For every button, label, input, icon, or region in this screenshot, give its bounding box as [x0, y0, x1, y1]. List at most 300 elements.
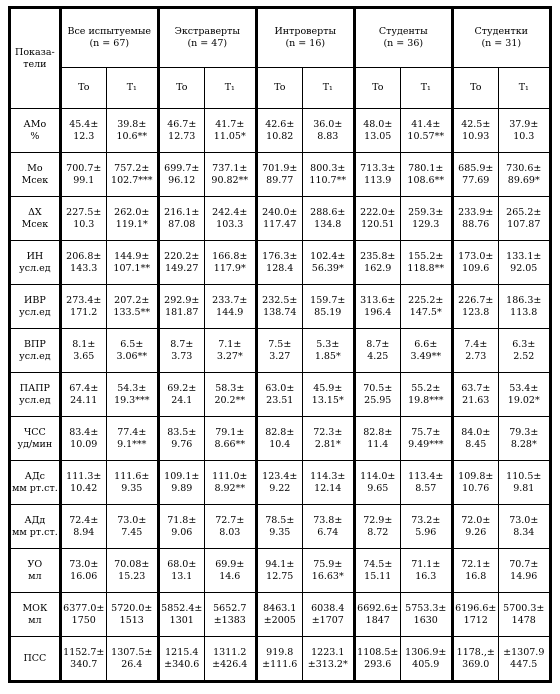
mean-value: 233.7±: [212, 294, 248, 306]
group-name: Студентки: [474, 26, 528, 37]
mean-value: 41.7±: [215, 118, 245, 130]
deviation-value: 8.94: [73, 526, 95, 538]
table-row: [10, 593, 551, 637]
deviation-value: 12.73: [168, 130, 196, 142]
mean-value: 8.7±: [366, 338, 390, 350]
row-parameter: [10, 637, 61, 682]
mean-value: 69.9±: [215, 558, 245, 570]
mean-value: 240.0±: [262, 206, 298, 218]
mean-value: 1307.5±: [111, 646, 153, 658]
row-parameter: [10, 329, 61, 373]
mean-value: 144.9±: [114, 250, 150, 262]
value-cell: [60, 637, 106, 682]
value-cell: [302, 329, 354, 373]
mean-value: 63.0±: [265, 382, 295, 394]
mean-value: 133.1±: [506, 250, 542, 262]
mean-value: 780.1±: [408, 162, 444, 174]
mean-value: 109.8±: [458, 470, 494, 482]
mean-value: 70.7±: [509, 558, 539, 570]
mean-value: 685.9±: [458, 162, 494, 174]
deviation-value: 9.26: [465, 526, 487, 538]
value-cell: [204, 285, 256, 329]
mean-value: 109.1±: [164, 470, 200, 482]
parameter-label-line: усл.ед: [19, 262, 51, 274]
mean-value: 39.8±: [117, 118, 147, 130]
parameter-label-line: усл.ед: [19, 394, 51, 406]
value-cell: [498, 637, 550, 682]
value-cell: [498, 373, 550, 417]
table-row: [10, 241, 551, 285]
value-cell: [256, 461, 302, 505]
group-n: (n = 36): [383, 38, 424, 49]
value-cell: [204, 329, 256, 373]
mean-value: 1306.9±: [405, 646, 447, 658]
deviation-value: 1630: [413, 614, 438, 626]
deviation-value: 149.27: [165, 262, 199, 274]
value-cell: [106, 241, 158, 285]
value-cell: [106, 417, 158, 461]
value-cell: [302, 197, 354, 241]
value-cell: [354, 373, 400, 417]
parameter-label-line: АДс: [24, 470, 45, 482]
value-cell: [60, 373, 106, 417]
parameter-label-line: ПСС: [23, 652, 47, 664]
value-cell: [400, 549, 452, 593]
deviation-value: 7.45: [121, 526, 143, 538]
row-parameter: [10, 241, 61, 285]
value-cell: [498, 241, 550, 285]
mean-value: 292.9±: [164, 294, 200, 306]
deviation-value: 117.47: [263, 218, 297, 230]
mean-value: 8.7±: [170, 338, 194, 350]
value-cell: [354, 285, 400, 329]
deviation-value: 77.69: [462, 174, 490, 186]
deviation-value: 9.06: [171, 526, 193, 538]
deviation-value: 14.96: [510, 570, 538, 582]
value-cell: [204, 373, 256, 417]
parameter-label-line: Мсек: [21, 174, 49, 186]
value-cell: [106, 505, 158, 549]
value-cell: [452, 461, 498, 505]
mean-value: 110.5±: [506, 470, 542, 482]
deviation-value: 103.3: [216, 218, 244, 230]
value-cell: [354, 549, 400, 593]
deviation-value: ±2005: [263, 614, 296, 626]
value-cell: [498, 593, 550, 637]
value-cell: [256, 109, 302, 153]
value-cell: [158, 549, 204, 593]
mean-value: 82.8±: [265, 426, 295, 438]
deviation-value: 92.05: [510, 262, 538, 274]
group-n: (n = 31): [481, 38, 522, 49]
value-cell: [354, 109, 400, 153]
mean-value: 111.0±: [212, 470, 248, 482]
value-cell: [400, 417, 452, 461]
mean-value: 6692.6±: [357, 602, 399, 614]
value-cell: [452, 285, 498, 329]
mean-value: 5652.7: [213, 602, 247, 614]
deviation-value: 8.83: [317, 130, 339, 142]
deviation-value: 8.92**: [214, 482, 246, 494]
value-cell: [400, 505, 452, 549]
mean-value: 45.9±: [313, 382, 343, 394]
value-cell: [498, 285, 550, 329]
parameter-label-line: ВПР: [24, 338, 46, 350]
value-cell: [452, 593, 498, 637]
value-cell: [60, 197, 106, 241]
mean-value: 72.1±: [461, 558, 491, 570]
deviation-value: 3.73: [171, 350, 193, 362]
parameter-label-line: АДд: [24, 514, 46, 526]
row-parameter: [10, 373, 61, 417]
deviation-value: 123.8: [462, 306, 490, 318]
mean-value: 232.5±: [262, 294, 298, 306]
mean-value: 273.4±: [66, 294, 102, 306]
value-cell: [256, 285, 302, 329]
mean-value: 111.3±: [66, 470, 102, 482]
mean-value: 6.5±: [120, 338, 144, 350]
value-cell: [302, 285, 354, 329]
mean-value: 225.2±: [408, 294, 444, 306]
mean-value: 1108.5±: [357, 646, 399, 658]
mean-value: 58.3±: [215, 382, 245, 394]
value-cell: [498, 417, 550, 461]
value-cell: [106, 593, 158, 637]
sub-header-t1: T₁: [106, 68, 158, 109]
mean-value: 7.1±: [218, 338, 242, 350]
value-cell: [256, 593, 302, 637]
value-cell: [106, 109, 158, 153]
deviation-value: 8.34: [513, 526, 535, 538]
deviation-value: 5.96: [415, 526, 437, 538]
row-parameter: [10, 461, 61, 505]
deviation-value: 24.11: [70, 394, 98, 406]
value-cell: [158, 285, 204, 329]
deviation-value: 1750: [71, 614, 96, 626]
deviation-value: 12.3: [73, 130, 95, 142]
deviation-value: 12.75: [266, 570, 294, 582]
mean-value: 713.3±: [360, 162, 396, 174]
mean-value: 259.3±: [408, 206, 444, 218]
group-header-introverts: [256, 8, 354, 68]
table-container: [8, 6, 552, 683]
deviation-value: 90.82**: [211, 174, 249, 186]
value-cell: [400, 285, 452, 329]
mean-value: 6196.6±: [455, 602, 497, 614]
deviation-value: 9.49***: [408, 438, 444, 450]
mean-value: 262.0±: [114, 206, 150, 218]
deviation-value: 113.8: [510, 306, 538, 318]
value-cell: [204, 153, 256, 197]
parameter-label-line: мм рт.ст.: [12, 482, 58, 494]
mean-value: 1152.7±: [63, 646, 105, 658]
parameter-label-line: мм рт.ст.: [12, 526, 58, 538]
deviation-value: 85.19: [314, 306, 342, 318]
mean-value: 1178.,±: [456, 646, 495, 658]
row-parameter: [10, 285, 61, 329]
value-cell: [204, 417, 256, 461]
param-header: [10, 8, 61, 109]
mean-value: 63.7±: [461, 382, 491, 394]
value-cell: [60, 549, 106, 593]
value-cell: [400, 241, 452, 285]
deviation-value: 3.27*: [216, 350, 243, 362]
mean-value: 176.3±: [262, 250, 298, 262]
deviation-value: 369.0: [462, 658, 490, 670]
mean-value: 68.0±: [167, 558, 197, 570]
value-cell: [452, 417, 498, 461]
value-cell: [158, 461, 204, 505]
deviation-value: ±1707: [311, 614, 344, 626]
value-cell: [302, 593, 354, 637]
mean-value: 72.0±: [461, 514, 491, 526]
deviation-value: 10.82: [266, 130, 294, 142]
table-body: [10, 109, 551, 682]
value-cell: [256, 637, 302, 682]
mean-value: 7.5±: [268, 338, 292, 350]
mean-value: 48.0±: [363, 118, 393, 130]
value-cell: [302, 241, 354, 285]
deviation-value: 12.14: [314, 482, 342, 494]
mean-value: 69.2±: [167, 382, 197, 394]
mean-value: 123.4±: [262, 470, 298, 482]
mean-value: 79.1±: [215, 426, 245, 438]
deviation-value: 405.9: [412, 658, 440, 670]
group-name: Экстраверты: [174, 26, 240, 37]
deviation-value: 25.95: [364, 394, 392, 406]
mean-value: 222.0±: [360, 206, 396, 218]
parameter-label-line: мл: [28, 570, 42, 582]
mean-value: 75.9±: [313, 558, 343, 570]
value-cell: [498, 329, 550, 373]
value-cell: [498, 505, 550, 549]
mean-value: 800.3±: [310, 162, 346, 174]
mean-value: 114.0±: [360, 470, 396, 482]
mean-value: 233.9±: [458, 206, 494, 218]
parameter-label-line: Мсек: [21, 218, 49, 230]
sub-header-to: To: [452, 68, 498, 109]
deviation-value: 19.3***: [114, 394, 150, 406]
mean-value: 216.1±: [164, 206, 200, 218]
group-name: Все испытуемые: [67, 26, 152, 37]
mean-value: 54.3±: [117, 382, 147, 394]
deviation-value: 16.06: [70, 570, 98, 582]
value-cell: [158, 241, 204, 285]
deviation-value: 1847: [365, 614, 390, 626]
deviation-value: 8.45: [465, 438, 487, 450]
table-row: [10, 373, 551, 417]
deviation-value: 96.12: [168, 174, 196, 186]
row-parameter: [10, 417, 61, 461]
deviation-value: ±340.6: [164, 658, 200, 670]
mean-value: 206.8±: [66, 250, 102, 262]
deviation-value: 293.6: [364, 658, 392, 670]
mean-value: 71.1±: [411, 558, 441, 570]
sub-header-to: To: [60, 68, 106, 109]
mean-value: 75.7±: [411, 426, 441, 438]
value-cell: [106, 197, 158, 241]
deviation-value: 56.39*: [311, 262, 344, 274]
deviation-value: 23.51: [266, 394, 294, 406]
mean-value: 53.4±: [509, 382, 539, 394]
value-cell: [106, 549, 158, 593]
value-cell: [498, 461, 550, 505]
deviation-value: 10.76: [462, 482, 490, 494]
value-cell: [400, 373, 452, 417]
mean-value: 84.0±: [461, 426, 491, 438]
value-cell: [400, 153, 452, 197]
deviation-value: 10.57**: [407, 130, 445, 142]
value-cell: [204, 461, 256, 505]
value-cell: [158, 593, 204, 637]
value-cell: [354, 197, 400, 241]
mean-value: 70.08±: [114, 558, 150, 570]
value-cell: [452, 197, 498, 241]
mean-value: 1223.1: [311, 646, 345, 658]
value-cell: [106, 373, 158, 417]
mean-value: 8463.1: [263, 602, 297, 614]
deviation-value: 19.8***: [408, 394, 444, 406]
value-cell: [256, 153, 302, 197]
parameter-label-line: УО: [27, 558, 43, 570]
value-cell: [60, 285, 106, 329]
value-cell: [256, 505, 302, 549]
value-cell: [158, 417, 204, 461]
value-cell: [302, 109, 354, 153]
deviation-value: 16.8: [465, 570, 487, 582]
deviation-value: 109.6: [462, 262, 490, 274]
mean-value: 73.0±: [117, 514, 147, 526]
group-header-male-students: [354, 8, 452, 68]
deviation-value: 26.4: [121, 658, 143, 670]
deviation-value: 340.7: [70, 658, 98, 670]
value-cell: [452, 549, 498, 593]
deviation-value: 13.15*: [311, 394, 344, 406]
deviation-value: 6.74: [317, 526, 339, 538]
deviation-value: 2.81*: [314, 438, 341, 450]
table-row: [10, 197, 551, 241]
value-cell: [60, 109, 106, 153]
mean-value: 70.5±: [363, 382, 393, 394]
row-parameter: [10, 109, 61, 153]
sub-header-t1: T₁: [204, 68, 256, 109]
mean-value: 5.3±: [316, 338, 340, 350]
deviation-value: 102.7***: [111, 174, 153, 186]
value-cell: [452, 241, 498, 285]
mean-value: 42.5±: [461, 118, 491, 130]
value-cell: [60, 417, 106, 461]
sub-header-to: To: [158, 68, 204, 109]
mean-value: 114.3±: [310, 470, 346, 482]
deviation-value: 13.05: [364, 130, 392, 142]
mean-value: 919.8: [266, 646, 294, 658]
value-cell: [256, 373, 302, 417]
deviation-value: 1712: [463, 614, 488, 626]
mean-value: 1215.4: [165, 646, 199, 658]
deviation-value: 4.25: [367, 350, 389, 362]
value-cell: [354, 505, 400, 549]
parameter-label-line: уд/мин: [17, 438, 53, 450]
mean-value: 166.8±: [212, 250, 248, 262]
deviation-value: 1.85*: [314, 350, 341, 362]
value-cell: [158, 505, 204, 549]
sub-header-to: To: [256, 68, 302, 109]
value-cell: [498, 153, 550, 197]
mean-value: 83.5±: [167, 426, 197, 438]
value-cell: [452, 505, 498, 549]
value-cell: [60, 505, 106, 549]
deviation-value: 1513: [119, 614, 144, 626]
deviation-value: ±426.4: [212, 658, 248, 670]
deviation-value: 2.73: [465, 350, 487, 362]
table-row: [10, 285, 551, 329]
value-cell: [302, 637, 354, 682]
deviation-value: 24.1: [171, 394, 193, 406]
table-row: [10, 329, 551, 373]
deviation-value: 10.3: [73, 218, 95, 230]
parameter-label-line: ИВР: [24, 294, 46, 306]
sub-header-t1: T₁: [400, 68, 452, 109]
deviation-value: 3.06**: [116, 350, 148, 362]
mean-value: 83.4±: [69, 426, 99, 438]
deviation-value: 143.3: [70, 262, 98, 274]
deviation-value: 447.5: [510, 658, 538, 670]
mean-value: 6.6±: [414, 338, 438, 350]
parameter-label-line: АМо: [23, 118, 47, 130]
parameter-label-line: Мо: [27, 162, 43, 174]
deviation-value: 144.9: [216, 306, 244, 318]
value-cell: [354, 461, 400, 505]
sub-header-t1: T₁: [302, 68, 354, 109]
deviation-value: 108.6**: [407, 174, 445, 186]
deviation-value: 113.9: [364, 174, 392, 186]
parameter-label-line: усл.ед: [19, 306, 51, 318]
row-parameter: [10, 549, 61, 593]
value-cell: [204, 197, 256, 241]
value-cell: [60, 461, 106, 505]
group-n: (n = 47): [187, 38, 228, 49]
deviation-value: 107.1**: [113, 262, 151, 274]
value-cell: [204, 505, 256, 549]
deviation-value: 14.6: [219, 570, 241, 582]
value-cell: [498, 197, 550, 241]
deviation-value: ±1383: [213, 614, 246, 626]
mean-value: 72.9±: [363, 514, 393, 526]
mean-value: 700.7±: [66, 162, 102, 174]
mean-value: 46.7±: [167, 118, 197, 130]
value-cell: [256, 549, 302, 593]
deviation-value: 129.3: [412, 218, 440, 230]
mean-value: 313.6±: [360, 294, 396, 306]
mean-value: 36.0±: [313, 118, 343, 130]
deviation-value: 8.66**: [214, 438, 246, 450]
deviation-value: 11.4: [367, 438, 389, 450]
deviation-value: 20.2**: [214, 394, 246, 406]
mean-value: 72.4±: [69, 514, 99, 526]
deviation-value: 3.65: [73, 350, 95, 362]
value-cell: [302, 549, 354, 593]
deviation-value: 16.63*: [311, 570, 344, 582]
deviation-value: 11.05*: [213, 130, 246, 142]
value-cell: [400, 109, 452, 153]
mean-value: 235.8±: [360, 250, 396, 262]
group-header-all: [60, 8, 158, 68]
mean-value: 5700.3±: [503, 602, 545, 614]
deviation-value: 196.4: [364, 306, 392, 318]
value-cell: [400, 461, 452, 505]
row-parameter: [10, 153, 61, 197]
value-cell: [106, 329, 158, 373]
